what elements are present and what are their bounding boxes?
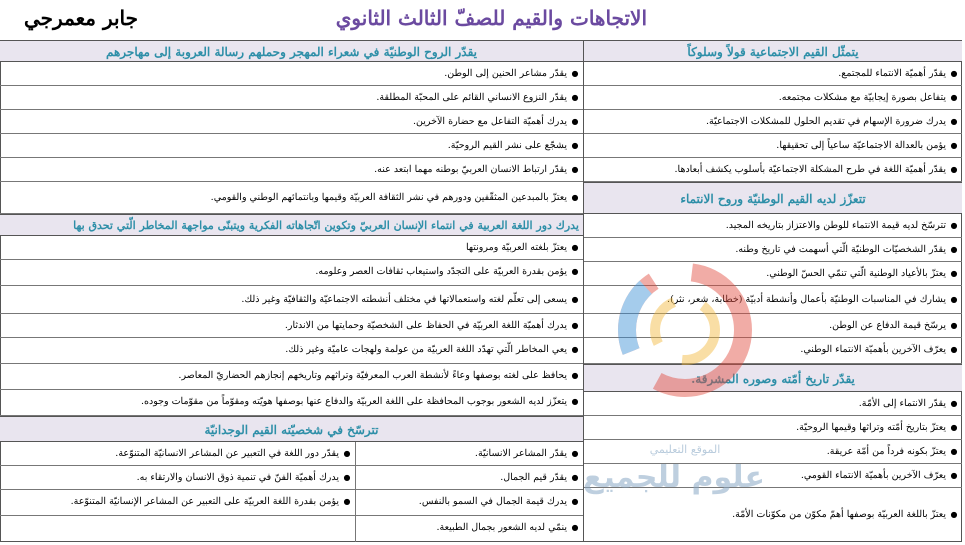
- bullet-icon: ●: [950, 117, 958, 126]
- section-heading-social-values: يتمثّل القيم الاجتماعية قولاً وسلوكاً: [584, 40, 962, 62]
- watermark-title: علوم للجميع: [583, 460, 765, 495]
- bullet-icon: ●: [950, 269, 958, 278]
- bullet-icon: ●: [571, 165, 579, 174]
- list-item: ●يقدّر قيم الجمال.: [356, 466, 583, 490]
- bullet-icon: ●: [571, 321, 579, 330]
- list-item: ●يعتزّ بلغته العربيّة ومرونتها: [0, 236, 583, 260]
- bullet-icon: ●: [571, 449, 579, 458]
- bullet-icon: ●: [950, 510, 958, 519]
- list-item: ●يدرك ضرورة الإسهام في تقديم الحلول للمشكلات الاجتماعيّة.: [584, 110, 962, 134]
- section-heading-mahjar-poets: يقدّر الروح الوطنيّة في شعراء المهجر وحملهم رسالة العروبة إلى مهاجرهم: [0, 40, 583, 62]
- list-item: ●يؤمن بقدرة اللغة العربيّة على التعبير عن المشاعر الإنسانيّة المتنوّعة.: [0, 490, 355, 516]
- section-heading-emotional-values: تترسّخ في شخصيّته القيم الوجدانيّة: [0, 416, 583, 442]
- bullet-icon: ●: [950, 399, 958, 408]
- bullet-icon: ●: [343, 473, 351, 482]
- list-item: ●يقدّر أهميّة اللغة في طرح المشكلة الاجتماعيّة بأسلوب يكشف أبعادها.: [584, 158, 962, 182]
- bullet-icon: ●: [343, 497, 351, 506]
- list-item: ●يسعى إلى تعلّم لغته واستعمالاتها في مختلف أنشطته الاجتماعيّة والثقافيّة وغير ذلك.: [0, 286, 583, 314]
- bullet-icon: ●: [950, 69, 958, 78]
- section-heading-nation-history: يقدّر تاريخ أمّته وصوره المشرقة.: [584, 364, 962, 392]
- bullet-icon: ●: [571, 193, 579, 202]
- list-item: ●يقدّر النزوع الانساني القائم على المحبّة المطلقة.: [0, 86, 583, 110]
- list-item: ●يحافظ على لغته بوصفها وعاءً لأنشطة العرب المعرفيّة وتراثهم وتاريخهم إنجازهم الحضاريّ المعاصر.: [0, 364, 583, 390]
- bullet-icon: ●: [950, 93, 958, 102]
- list-item: ●يقدّر أهميّة الانتماء للمجتمع.: [584, 62, 962, 86]
- list-item: ●يقدّر دور اللغة في التعبير عن المشاعر الانسانيّة المتنوّعة.: [0, 442, 355, 466]
- list-item: ●يتفاعل بصورة إيجابيّة مع مشكلات مجتمعه.: [584, 86, 962, 110]
- list-item: ●يقدّر الشخصيّات الوطنيّة الّتي أسهمت في تاريخ وطنه.: [584, 238, 962, 262]
- list-item: ●يعتزّ باللغة العربيّة بوصفها أهمّ مكوّن من مكوّنات الأمّة.: [584, 488, 962, 542]
- author-name: جابر معمرجي: [24, 6, 139, 30]
- emotional-values-col-a: [355, 442, 583, 542]
- bullet-icon: ●: [571, 93, 579, 102]
- section-heading-arabic-language: يدرك دور اللغة العربية في انتماء الإنسان العربيّ وتكوين اتّجاهاته الفكرية ويتبنّى مواجهة المخاطر الّتي تحدق بها: [0, 214, 583, 236]
- bullet-icon: ●: [950, 471, 958, 480]
- left-column: [0, 40, 583, 542]
- bullet-icon: ●: [343, 449, 351, 458]
- list-item: ●يقدّر الانتماء إلى الأمّة.: [584, 392, 962, 416]
- list-item: ●يعتزّ بتاريخ أمّته وتراثها وقيمها الروحيّة.: [584, 416, 962, 440]
- bullet-icon: ●: [571, 117, 579, 126]
- document-title: الاتجاهات والقيم للصفّ الثالث الثانوي: [335, 6, 647, 30]
- list-item: ●يقدّر المشاعر الانسانيّة.: [356, 442, 583, 466]
- list-item: ●يشجّع على نشر القيم الروحيّة.: [0, 134, 583, 158]
- bullet-icon: ●: [950, 447, 958, 456]
- list-item: ●يقدّر مشاعر الحنين إلى الوطن.: [0, 62, 583, 86]
- list-item: ●يدرك أهميّة الفنّ في تنمية ذوق الانسان والارتقاء به.: [0, 466, 355, 490]
- bullet-icon: ●: [950, 345, 958, 354]
- list-item: ●يعي المخاطر الّتي تهدّد اللغة العربيّة من عولمة ولهجات عاميّة وغير ذلك.: [0, 338, 583, 364]
- list-item: ●يدرك أهميّة التفاعل مع حضارة الآخرين.: [0, 110, 583, 134]
- section-heading-national-values: تتعزّز لديه القيم الوطنيّة وروح الانتماء: [584, 182, 962, 214]
- bullet-icon: ●: [950, 165, 958, 174]
- list-item: ●يعتزّ بكونه فرداً من أمّة عريقة.: [584, 440, 962, 464]
- watermark-subtitle: الموقع التعليمي: [649, 443, 721, 456]
- list-item: ●يعتزّ بالمبدعين المثقّفين ودورهم في نشر الثقافة العربيّة وقيمها وبانتمائهم الوطني والقومي.: [0, 182, 583, 214]
- list-item: ●يعرّف الآخرين بأهميّة الانتماء القومي.: [584, 464, 962, 488]
- list-item: ●تترسّخ لديه قيمة الانتماء للوطن والاعتزاز بتاريخه المجيد.: [584, 214, 962, 238]
- list-item: ●ينمّي لديه الشعور بجمال الطبيعة.: [356, 516, 583, 542]
- bullet-icon: ●: [950, 245, 958, 254]
- list-item: ●يدرك قيمة الجمال في السمو بالنفس.: [356, 490, 583, 516]
- list-item: ●يؤمن بالعدالة الاجتماعيّة ساعياً إلى تحقيقها.: [584, 134, 962, 158]
- page-header: [0, 0, 965, 42]
- list-item: ●يؤمن بقدرة العربيّة على التجدّد واستيعاب ثقافات العصر وعلومه.: [0, 260, 583, 286]
- bullet-icon: ●: [950, 141, 958, 150]
- bullet-icon: ●: [571, 473, 579, 482]
- bullet-icon: ●: [571, 371, 579, 380]
- bullet-icon: ●: [571, 69, 579, 78]
- bullet-icon: ●: [571, 497, 579, 506]
- bullet-icon: ●: [950, 295, 958, 304]
- bullet-icon: ●: [571, 141, 579, 150]
- list-item: ●يعرّف الآخرين بأهميّة الانتماء الوطني.: [584, 338, 962, 364]
- bullet-icon: ●: [571, 523, 579, 532]
- bullet-icon: ●: [950, 321, 958, 330]
- emotional-values-col-b: [0, 442, 355, 542]
- bullet-icon: ●: [571, 295, 579, 304]
- list-item: ●يقدّر ارتباط الانسان العربيّ بوطنه مهما ابتعد عنه.: [0, 158, 583, 182]
- bullet-icon: ●: [950, 221, 958, 230]
- bullet-icon: ●: [950, 423, 958, 432]
- list-item: ●يعتزّ بالأعياد الوطنية الّتي تنمّي الحسّ الوطني.: [584, 262, 962, 286]
- bullet-icon: ●: [571, 243, 579, 252]
- list-item: ●يتعزّز لديه الشعور بوجوب المحافظة على اللغة العربيّة والدفاع عنها بوصفها هويّته ومقوّماً من مقوّمات وجوده.: [0, 390, 583, 416]
- bullet-icon: ●: [571, 397, 579, 406]
- list-item: ●يدرك أهميّة اللغة العربيّة في الحفاظ على الشخصيّة وحمايتها من الاندثار.: [0, 314, 583, 338]
- list-item: ●يشارك في المناسبات الوطنيّة بأعمال وأنشطة أدبيّة (خطابة، شعر، نثر).: [584, 286, 962, 314]
- bullet-icon: ●: [571, 267, 579, 276]
- list-item: ●يرسّخ قيمة الدفاع عن الوطن.: [584, 314, 962, 338]
- bullet-icon: ●: [571, 345, 579, 354]
